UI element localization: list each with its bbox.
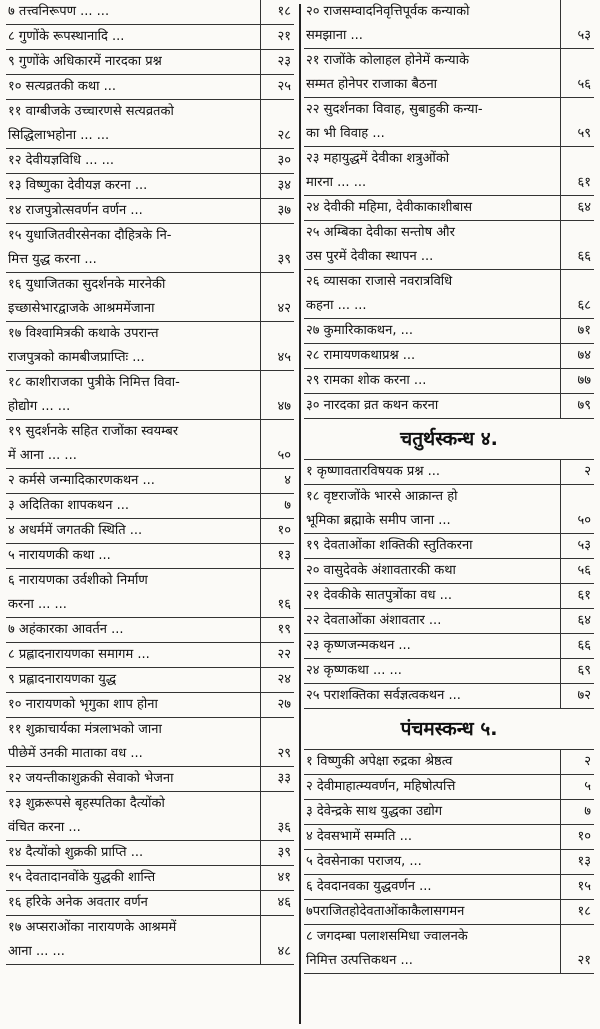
toc-entry[interactable] [6, 50, 294, 75]
toc-entry[interactable] [6, 224, 294, 273]
entry-title: ३ अदितिका शापकथन ... [8, 498, 129, 513]
entry-title: १५ देवतादानवोंके युद्धकी शान्ति [8, 870, 156, 885]
entry-title: सिद्धिलाभहोना ... ... [8, 128, 110, 143]
toc-entry[interactable] [304, 147, 594, 196]
entry-title: ८ गुणोंके रूपस्थानादि ... [8, 29, 125, 44]
toc-entry[interactable] [6, 569, 294, 618]
entry-title: पीछेमें उनकी माताका वध ... [8, 746, 143, 761]
entry-page-number: १० [560, 825, 594, 849]
entry-page-number: १९ [260, 618, 294, 642]
toc-entry[interactable] [6, 544, 294, 569]
toc-entry[interactable] [6, 866, 294, 891]
entry-page-number: ४७ [260, 395, 294, 419]
entry-title-line1: ११ शुक्राचार्यका मंत्रलाभको जाना [6, 718, 261, 742]
entry-page-number: २ [560, 750, 594, 774]
toc-entry[interactable] [304, 684, 594, 709]
entry-title: करना ... ... [8, 597, 67, 612]
entry-title: ६ देवदानवका युद्धवर्णन ... [306, 879, 432, 894]
entry-title-line1: ११ वाग्बीजके उच्चारणसे सत्यव्रतको [6, 100, 261, 124]
entry-page-number: ६९ [560, 659, 594, 683]
entry-page-number: १३ [260, 544, 294, 568]
toc-entry[interactable] [6, 891, 294, 916]
entry-title: १ विष्णुकी अपेक्षा रुद्रका श्रेष्ठत्व [306, 754, 453, 769]
toc-entry[interactable] [304, 584, 594, 609]
entry-page-number: ५३ [560, 534, 594, 558]
entry-title: ७पराजितहोदेवताओंकाकैलासगमन [306, 904, 465, 919]
toc-entry[interactable] [6, 0, 294, 25]
entry-page-number: ४२ [260, 297, 294, 321]
entry-title: १६ हरिके अनेक अवतार वर्णन [8, 895, 148, 910]
entry-title-line1: १३ शुक्ररूपसे बृहस्पतिका दैत्योंको [6, 792, 261, 816]
entry-page-number: ६४ [560, 196, 594, 220]
entry-page-number: २२ [260, 643, 294, 667]
entry-page-number: २८ [260, 124, 294, 148]
entry-title-line1: १८ वृष्टराजोंके भारसे आक्रान्त हो [304, 485, 561, 509]
toc-entry[interactable] [304, 319, 594, 344]
entry-title: २५ पराशक्तिका सर्वज्ञत्वकथन ... [306, 688, 461, 703]
toc-entry[interactable] [304, 196, 594, 221]
entry-title: समझाना ... [306, 28, 363, 43]
entry-page-number: २१ [260, 25, 294, 49]
entry-title: ५ नारायणकी कथा ... [8, 548, 111, 563]
entry-page-number: ५६ [560, 559, 594, 583]
entry-title: १२ देवीयज्ञविधि ... ... [8, 153, 115, 168]
toc-entry[interactable] [304, 369, 594, 394]
toc-entry[interactable] [6, 75, 294, 100]
entry-page-number: ५० [560, 509, 594, 533]
toc-entry[interactable] [304, 925, 594, 974]
entry-title: १३ विष्णुका देवीयज्ञ करना ... [8, 178, 148, 193]
entry-page-number: ५३ [560, 24, 594, 48]
toc-entry[interactable] [6, 767, 294, 792]
entry-title: राजपुत्रको कामबीजप्राप्तिः ... [8, 350, 145, 365]
entry-title: २९ रामका शोक करना ... [306, 373, 427, 388]
toc-entry[interactable] [6, 916, 294, 965]
entry-page-number: १० [260, 519, 294, 543]
entry-page-number: ५६ [560, 73, 594, 97]
right-column [304, 0, 594, 974]
entry-title-line1: २३ महायुद्धमें देवीका शत्रुओंको [304, 147, 561, 171]
entry-title: ७ अहंकारका आवर्तन ... [8, 622, 124, 637]
entry-page-number: ४५ [260, 346, 294, 370]
entry-page-number: ६६ [560, 634, 594, 658]
entry-page-number: ३९ [260, 841, 294, 865]
entry-page-number: ५ [560, 775, 594, 799]
entry-page-number: २१ [560, 949, 594, 973]
entry-title: १ कृष्णावतारविषयक प्रश्न ... [306, 464, 441, 479]
entry-page-number: ३० [260, 149, 294, 173]
entry-title-line1: २६ व्यासका राजासे नवरात्रविधि [304, 270, 561, 294]
entry-page-number: २३ [260, 50, 294, 74]
column-divider [299, 4, 301, 1024]
entry-title: उस पुरमें देवीका स्थापन ... [306, 249, 434, 264]
entry-title-line1: २२ सुदर्शनका विवाह, सुबाहुकी कन्या- [304, 98, 561, 122]
entry-title: में आना ... ... [8, 448, 77, 463]
entry-page-number: ७९ [560, 394, 594, 418]
toc-entry[interactable] [6, 841, 294, 866]
entry-title-line1: १७ विश्वामित्रकी कथाके उपरान्त [6, 322, 261, 346]
toc-entry[interactable] [304, 485, 594, 534]
entry-page-number: ४८ [260, 940, 294, 964]
toc-entry[interactable] [6, 371, 294, 420]
entry-page-number: ४ [260, 469, 294, 493]
entry-page-number: १६ [260, 593, 294, 617]
entry-page-number: २७ [260, 693, 294, 717]
toc-entry[interactable] [304, 825, 594, 850]
toc-entry[interactable] [304, 559, 594, 584]
toc-entry[interactable] [6, 174, 294, 199]
entry-title: १४ राजपुत्रोत्सवर्णन वर्णन ... [8, 203, 143, 218]
toc-entry[interactable] [304, 270, 594, 319]
toc-entry[interactable] [304, 800, 594, 825]
entry-title: ५ देवसेनाका पराजय, ... [306, 854, 422, 869]
entry-title-line1: २० राजसम्वादनिवृत्तिपूर्वक कन्याको [304, 0, 561, 24]
entry-title: १९ देवताओंका शक्तिकी स्तुतिकरना [306, 538, 473, 553]
toc-entry[interactable] [304, 49, 594, 98]
entry-title: २३ कृष्णजन्मकथन ... [306, 638, 411, 653]
entry-page-number: ६१ [560, 584, 594, 608]
entry-title: ९ प्रह्लादनारायणका युद्ध [8, 672, 117, 687]
toc-entry[interactable] [304, 394, 594, 419]
entry-title: मित्त युद्ध करना ... [8, 252, 97, 267]
entry-title: २१ देवकीके सातपुत्रोंका वध ... [306, 588, 452, 603]
toc-entry[interactable] [6, 420, 294, 469]
entry-title: ४ अधर्ममें जगतकी स्थिति ... [8, 523, 143, 538]
toc-entry[interactable] [6, 149, 294, 174]
toc-entry[interactable] [304, 344, 594, 369]
entry-title-line1: २५ अम्बिका देवीका सन्तोष और [304, 221, 561, 245]
toc-entry[interactable] [304, 634, 594, 659]
entry-title-line1: ६ नारायणका उर्वशीको निर्माण [6, 569, 261, 593]
entry-title: २४ देवीकी महिमा, देवीकाकाशीबास [306, 200, 473, 215]
left-column [6, 0, 294, 965]
entry-page-number: ७७ [560, 369, 594, 393]
entry-page-number: २४ [260, 668, 294, 692]
toc-entry[interactable] [304, 221, 594, 270]
entry-title: इच्छासेभारद्वाजके आश्रममेंजाना [8, 301, 155, 316]
toc-entry[interactable] [304, 659, 594, 684]
entry-title-line1: १५ युधाजितवीरसेनका दौहित्रके नि- [6, 224, 261, 248]
toc-entry[interactable] [304, 775, 594, 800]
toc-entry[interactable] [6, 100, 294, 149]
entry-title: १० सत्यव्रतकी कथा ... [8, 79, 117, 94]
toc-entry[interactable] [304, 900, 594, 925]
toc-entry[interactable] [304, 850, 594, 875]
entry-title: २२ देवताओंका अंशावतार ... [306, 613, 442, 628]
entry-page-number: ६८ [560, 294, 594, 318]
toc-entry[interactable] [6, 25, 294, 50]
section-heading: पंचमस्कन्ध ५. [304, 709, 594, 750]
entry-title: आना ... ... [8, 944, 65, 959]
toc-entry[interactable] [304, 750, 594, 775]
entry-title: वंचित करना ... [8, 820, 81, 835]
entry-title-line1: ८ जगदम्बा पलाशसमिधा ज्वालनके [304, 925, 561, 949]
entry-page-number: ७४ [560, 344, 594, 368]
toc-entry[interactable] [6, 792, 294, 841]
entry-title-line1: १६ युधाजितका सुदर्शनके मारनेकी [6, 273, 261, 297]
toc-entry[interactable] [304, 0, 594, 49]
entry-title: सम्मत होनेपर राजाका बैठना [306, 77, 438, 92]
toc-entry[interactable] [304, 460, 594, 485]
entry-page-number: २ [560, 460, 594, 484]
entry-title: ३ देवेन्द्रके साथ युद्धका उद्योग [306, 804, 443, 819]
entry-title: ९ गुणोंके अधिकारमें नारदका प्रश्न [8, 54, 162, 69]
entry-title: भूमिका ब्रह्माके समीप जाना ... [306, 513, 451, 528]
entry-title: का भी विवाह ... [306, 126, 385, 141]
entry-title: २० वासुदेवके अंशावतारकी कथा [306, 563, 456, 578]
entry-title: २४ कृष्णकथा ... ... [306, 663, 402, 678]
entry-title: २८ रामायणकथाप्रश्न ... [306, 348, 416, 363]
entry-title: २७ कुमारिकाकथन, ... [306, 323, 413, 338]
entry-title: २ देवीमाहात्म्यवर्णन, महिषोत्पत्ति [306, 779, 456, 794]
entry-title: ४ देवसभामें सम्मति ... [306, 829, 412, 844]
section-heading: चतुर्थस्कन्ध ४. [304, 419, 594, 460]
entry-page-number: २५ [260, 75, 294, 99]
entry-page-number: ७ [260, 494, 294, 518]
entry-page-number: ३६ [260, 816, 294, 840]
entry-page-number: ५९ [560, 122, 594, 146]
entry-title-line1: २१ राजोंके कोलाहल होनेमें कन्याके [304, 49, 561, 73]
toc-entry[interactable] [6, 469, 294, 494]
entry-page-number: ३७ [260, 199, 294, 223]
entry-title-line1: १७ अप्सराओंका नारायणके आश्रममें [6, 916, 261, 940]
entry-title-line1: १८ काशीराजका पुत्रीके निमित्त विवा- [6, 371, 261, 395]
entry-page-number: १८ [560, 900, 594, 924]
entry-page-number: ४१ [260, 866, 294, 890]
toc-entry[interactable] [304, 534, 594, 559]
toc-entry[interactable] [6, 693, 294, 718]
entry-page-number: ५० [260, 444, 294, 468]
toc-entry[interactable] [304, 609, 594, 634]
entry-page-number: ७२ [560, 684, 594, 708]
entry-title: ३० नारदका व्रत कथन करना [306, 398, 439, 413]
toc-entry[interactable] [6, 199, 294, 224]
entry-page-number: ६४ [560, 609, 594, 633]
toc-entry[interactable] [6, 494, 294, 519]
entry-title: ८ प्रह्लादनारायणका समागम ... [8, 647, 150, 662]
entry-page-number: ६६ [560, 245, 594, 269]
toc-entry[interactable] [6, 273, 294, 322]
toc-entry[interactable] [6, 668, 294, 693]
entry-page-number: ७१ [560, 319, 594, 343]
entry-page-number: ३३ [260, 767, 294, 791]
entry-title: १० नारायणको भृगुका शाप होना [8, 697, 158, 712]
entry-title-line1: १९ सुदर्शनके सहित राजोंका स्वयम्बर [6, 420, 261, 444]
entry-page-number: २९ [260, 742, 294, 766]
entry-title: १४ दैत्योंको शुक्रकी प्राप्ति ... [8, 845, 144, 860]
entry-title: मारना ... ... [306, 175, 367, 190]
entry-page-number: ३४ [260, 174, 294, 198]
entry-page-number: ३९ [260, 248, 294, 272]
entry-title: निमित्त उत्पत्तिकथन ... [306, 953, 413, 968]
toc-entry[interactable] [304, 875, 594, 900]
toc-entry[interactable] [6, 643, 294, 668]
entry-title: होद्योग ... ... [8, 399, 71, 414]
entry-title: २ कर्मसे जन्मादिकारणकथन ... [8, 473, 155, 488]
entry-page-number: १३ [560, 850, 594, 874]
entry-page-number: ७ [560, 800, 594, 824]
toc-entry[interactable] [6, 718, 294, 767]
toc-entry[interactable] [304, 98, 594, 147]
toc-entry[interactable] [6, 618, 294, 643]
entry-page-number: ४६ [260, 891, 294, 915]
entry-title: ७ तत्त्वनिरूपण ... ... [8, 4, 110, 19]
entry-title: कहना ... ... [306, 298, 367, 313]
entry-page-number: १५ [560, 875, 594, 899]
toc-entry[interactable] [6, 519, 294, 544]
entry-page-number: ६१ [560, 171, 594, 195]
entry-title: १२ जयन्तीकाशुक्रकी सेवाको भेजना [8, 771, 174, 786]
entry-page-number: १८ [260, 0, 294, 24]
toc-entry[interactable] [6, 322, 294, 371]
